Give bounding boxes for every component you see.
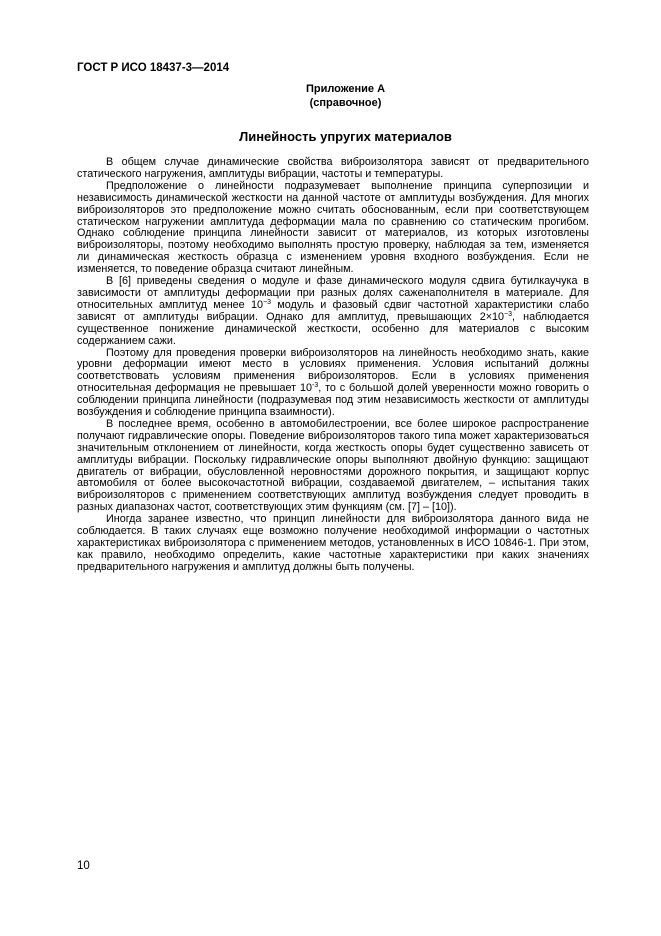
paragraph-6: Иногда заранее известно, что принцип линейности для виброизолятора данного вида не соблюдается. В таких случаях еще возможно получение необходимой информации о частотных характеристиках виброизолятора с применением методов, установленных в ИСО 10846-1. При этом, как правило, необходимо определить, какие частотные характеристики при каких значениях предварительного нагружения и амплитуд должны быть получены.: [77, 513, 589, 573]
paragraph-4-part-b: , то с большой долей уверенности можно говорить о соблюдении принципа линейности (подразумевая под этим независимость жесткости от амплитуды возбуждения и соблюдение принципа взаимности).: [77, 382, 590, 419]
document-header: ГОСТ Р ИСО 18437-3—2014: [77, 62, 230, 74]
paragraph-3-part-a: В [6] приведены сведения о модуле и фазе динамического модуля сдвига бутилкаучука в зависимости от амплитуды деформации при разных долях саженаполнителя в материале. Для относительных амплитуд менее 10: [77, 275, 589, 311]
paragraph-2: Предположение о линейности подразумевает выполнение принципа суперпозиции и независимость динамической жесткости на данной частоте от амплитуды возбуждения. Для многих виброизоляторов это предположение можно считать обоснованным, если при соответствующем статическом нагружении амплитуда деформации мала по сравнению со статическим прогибом. Однако соблюдение принципа линейности зависит от материалов, из которых изготовлены виброизоляторы, поэтому необходимо выполнять простую проверку, наблюдая за тем, изменяется ли динамическая жесткость образца с изменением уровня входного возбуждения. Если не изменяется, то поведение образца считают линейным.: [77, 179, 589, 276]
paragraph-4-part-a: Поэтому для проведения проверки виброизоляторов на линейность необходимо знать, какие уровни деформации имеют место в условиях применения. Условия испытаний должны соответствовать условиям применения виброизоляторов. Если в условиях применения относительная деформация не превышает 10: [77, 346, 589, 395]
appendix-heading: [0, 82, 661, 110]
body-text: [77, 157, 589, 574]
paragraph-3: [77, 276, 589, 347]
appendix-label: Приложение А: [305, 83, 386, 95]
exponent: −3: [263, 298, 271, 306]
appendix-type: (справочное): [309, 97, 382, 109]
paragraph-4: [77, 348, 589, 419]
exponent: −3: [504, 310, 513, 318]
exponent: -3: [312, 382, 319, 390]
paragraph-5: В последнее время, особенно в автомобилестроении, все более широкое распространение получают гидравлические опоры. Поведение виброизоляторов такого типа может характеризоваться значительным отклонением от линейности, когда жесткость опоры будет существенно зависеть от амплитуды вибрации. Поскольку гидравлические опоры выполняют двойную функцию: защищают двигатель от вибрации, обусловленной неровностями дорожного покрытия, и защищают корпус автомобиля от более высокочастотной вибрации, создаваемой двигателем, – испытания таких виброизоляторов с применением соответствующих амплитуд возбуждения следует проводить в разных диапазонах частот, соответствующих этим функциям (см. [7] – [10]).: [77, 417, 589, 514]
paragraph-3-part-c: , наблюдается существенное понижение динамической жесткости, особенно для материалов с высоким содержанием сажи.: [77, 310, 589, 347]
paragraph-3-part-b: модуль и фазовый сдвиг частотной характеристики слабо зависят от амплитуды вибрации. Однако для амплитуд, превышающих 2×10: [77, 298, 589, 323]
paragraph-1: В общем случае динамические свойства виброизолятора зависят от предварительного статического нагружения, амплитуды вибрации, частоты и температуры.: [77, 156, 589, 180]
section-title: Линейность упругих материалов: [239, 129, 452, 144]
page-number: 10: [77, 860, 90, 872]
